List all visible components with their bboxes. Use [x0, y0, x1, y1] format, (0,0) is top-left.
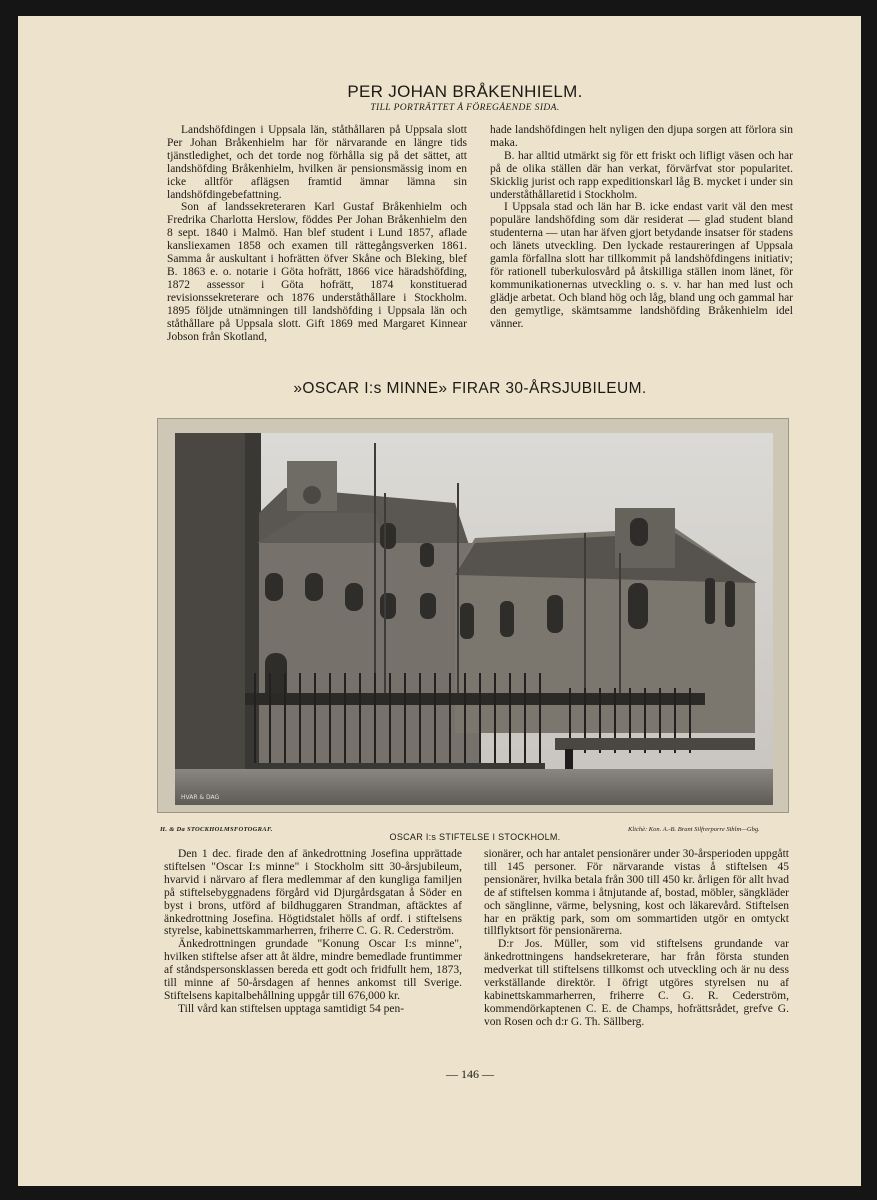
- building-photo: [175, 433, 773, 805]
- article2-title: »OSCAR I:s MINNE» FIRAR 30-ÅRSJUBILEUM.: [293, 380, 647, 397]
- paragraph: D:r Jos. Müller, som vid stiftelsens grundande var änkedrottningens handsekreterare, har från första stunden medverkat till stiftelsens tillkomst och utveckling och är nu dess verkställande direktör. I öfrigt utgöres styrelsen nu af kabinettskammarherren, friherre C. G. R. Cederström, kommendörkaptenen C. E. de Champs, hofrättsrådet, grefve G. von Rosen och d:r G. Th. Sällberg.: [484, 938, 789, 1028]
- article-subtitle: TILL PORTRÄTTET Å FÖREGÅENDE SIDA.: [370, 103, 560, 113]
- photo-corner-mark: HVAR & DAG: [181, 794, 220, 801]
- paragraph: Änkedrottningen grundade "Konung Oscar I:s minne", hvilken stiftelse afser att åt äldre, mindre bemedlade fruntimmer af ståndspersonsklassen bereda ett godt och fridfullt hem, 1873, till minne af 50-årsdagen af hennes ankomst till Sverige. Stiftelsens kapitalbehållning uppgår till 676,000 kr.: [164, 938, 462, 1002]
- article1-column-right: [490, 124, 793, 331]
- photo-credit-right: Klichè: Kon. A.-B. Brant Silfrerporre Sthlm—Gbg.: [628, 826, 760, 833]
- paragraph: I Uppsala stad och län har B. icke endast varit väl den mest populäre landshöfding som där residerat — glad student bland studenterna — utan har äfven gjort betydande insatser för stadens och länets utveckling. Den lyckade restaureringen af Uppsala gamla förfallna slott har tillkommit på landshöfdingens initiativ; för rationell tuberkulosvård på åtskilliga ställen inom länet, för kommunikationernas utveckling o. s. v. har han med lust och glädje arbetat. Och bland hög och låg, bland ung och gammal har den gemytlige, skämtsamme landshöfding Bråkenhielm idel vänner.: [490, 201, 793, 330]
- photo-frame: [157, 418, 789, 813]
- paragraph: hade landshöfdingen helt nyligen den djupa sorgen att förlora sin maka.: [490, 124, 793, 149]
- page-number: — 146 —: [446, 1067, 494, 1081]
- building-illustration: [175, 433, 773, 805]
- photo-caption: OSCAR I:s STIFTELSE I STOCKHOLM.: [389, 832, 561, 842]
- paragraph: B. har alltid utmärkt sig för ett friskt och lifligt väsen och har på de olika ställen där han verkat, förvärfvat stor popularitet. Skicklig jurist och rapp expeditionskarl låg B. mycket i under sin underståthållaretid i Stockholm.: [490, 149, 793, 201]
- paragraph: Till vård kan stiftelsen upptaga samtidigt 54 pen-: [178, 1002, 405, 1015]
- paragraph: Den 1 dec. firade den af änkedrottning Josefina upprättade stiftelsen "Oscar I:s minne" i Stockholm sitt 30-årsjubileum, hvarvid i närvaro af flera medlemmar af den kungliga familjen på stiftelsebyggnadens förgård vid Djurgårdsgatan å Söder en byst i brons, utförd af bildhuggaren Strandman, aftäcktes af änkedrottning Josefina. Högtidstalet hölls af ordf. i stiftelsens styrelse, kabinettskammarherren, friherre C. G. R. Cederström.: [164, 848, 462, 938]
- paragraph: Landshöfdingen i Uppsala län, ståthållaren på Uppsala slott Per Johan Bråkenhielm har för närvarande en längre tids tjänstledighet, och det torde nog förhålla sig på det sättet, att landshöfding Bråkenhielm, hvilken är pensionsmässig inom en icke alltför aflägsen framtid ämnar lämna sin landshöfdingebefattning.: [167, 124, 467, 201]
- article2-column-right: [484, 848, 789, 1029]
- photo-credit-left: H. & Da STOCKHOLMSFOTOGRAF.: [160, 826, 273, 833]
- paragraph: sionärer, och har antalet pensionärer under 30-årsperioden uppgått till 145 personer. För närvarande vistas å stiftelsen 45 pensionärer, hvilka betala från 300 till 450 kr. årligen för allt hvad de af stiftelsen komma i åtnjutande af, bostad, möbler, sängkläder och sänglinne, värme, belysning, kost och läkarevård. Stiftelsen har en präktig park, som om sommartiden utgör en omtyckt tillflyktsort för pensionärerna.: [484, 848, 789, 938]
- paragraph: Son af landssekreteraren Karl Gustaf Bråkenhielm och Fredrika Charlotta Herslow, föddes Per Johan Bråkenhielm den 8 sept. 1840 i Malmö. Han blef student i Lund 1857, aflade kansliexamen 1858 och examen till rättegångsverken 1861. Samma år auskultant i hofrätten öfver Skåne och Bleking, blef B. 1863 e. o. notarie i Göta hofrätt, 1866 vice häradshöfding, 1872 assessor i Göta hofrätt, 1874 konstituerad revisionssekreterare och 1876 underståthållare i Stockholm. 1895 följde utnämningen till landshöfding i Uppsala län och ståthållare på Uppsala slott. Gift 1869 med Margaret Kinnear Jobson från Skotland,: [167, 201, 467, 343]
- article1-column-left: [167, 124, 467, 343]
- article2-column-left: [164, 848, 462, 1016]
- article-title: PER JOHAN BRÅKENHIELM.: [347, 82, 583, 101]
